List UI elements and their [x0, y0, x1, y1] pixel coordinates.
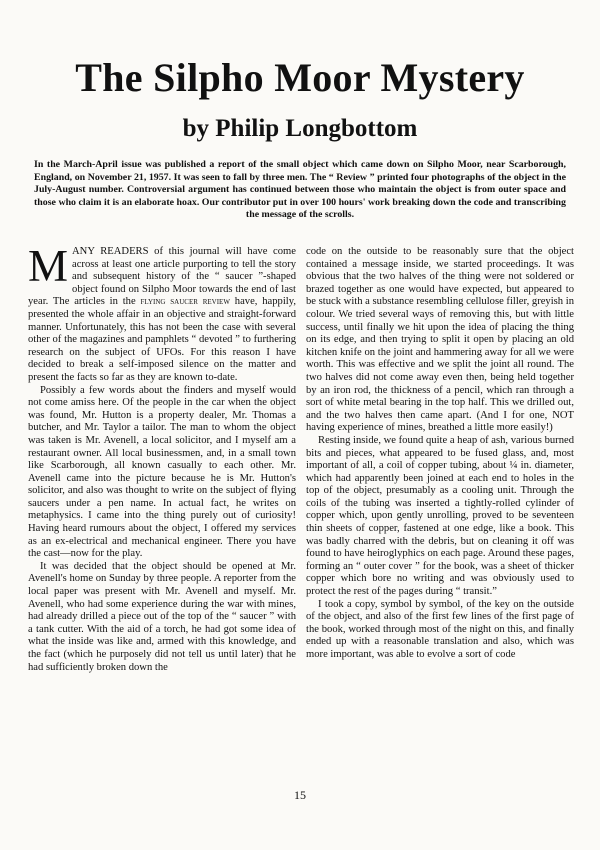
right-column — [306, 246, 574, 780]
article-body — [28, 246, 574, 780]
page-number: 15 — [294, 788, 306, 802]
drop-cap: M — [28, 246, 69, 291]
paragraph: code on the outside to be reasonably sure that the object contained a message inside, we started proceedings. It was obvious that the two halves of the thing were not soldered or brazed together as one would have expected, but appeared to be stuck with a substance resembling cellulose filler, greyish in colour. We tried several ways of removing this, but with little success, until finally we hit upon the idea of placing the thing on its edge, and then trying to split it open by placing an old kitchen knife on the joint and hammering away for all we were worth. This was effective and we split the joint all round. The two halves did not come away even then, being held together by an iron rod, the thickness of a pencil, which ran through a sort of white metal bearing in the top half. This we drilled out, and the two halves then came apart. (And I for one, NOT having experience of mines, breathed a little more easily!) — [306, 246, 574, 434]
article-intro: In the March-April issue was published a report of the small object which came down on Silpho Moor, near Scarborough, England, on November 21, 1957. It was seen to fall by three men. The “ Review ” printed four photographs of the object in the July-August number. Controversial argument has continued between those who maintain the object is from outer space and those who claim it is an elaborate hoax. Our contributor put in over 100 hours' work breaking down the code and transcribing the message of the scrolls. — [34, 159, 566, 221]
paragraph-text: of this journal will have come across at least one article purporting to tell the story and subsequent history of the “ saucer ”-shaped object found on Silpho Moor towards the end of last year. The articles in the — [28, 246, 296, 308]
paragraph: I took a copy, symbol by symbol, of the key on the outside of the object, and also of the first few lines of the first page of the book, worked through most of the night on this, and finally ended up with a reasonable translation and also, which was more important, was able to evolve a sort of code — [306, 598, 574, 660]
paragraph-text: have, happily, presented the whole affair in an objective and straight-forward manner. Unfortunately, this has not been the case with several other of the magazines and pamphlets “ devoted ” to furthering research on the subject of UFOs. For this reason I have decided to break a self-imposed silence on the matter and present the facts so far as they are known to-date. — [28, 296, 296, 383]
paragraph: Possibly a few words about the finders and myself would not come amiss here. Of the people in the car when the object was found, Mr. Hutton is a property dealer, Mr. Thomas a butcher, and Mr. Taylor a tailor. The man to whom the object was taken is Mr. Avenell, a local solicitor, and I myself am a restaurant owner. All local businessmen, and, in a small town like Scarborough, all known casually to each other. Mr. Avenell came into the picture because he is Mr. Hutton's solicitor, and also was thought to write on the subject of flying saucers under a pen name. In actual fact, he writes on metaphysics. I came into the thing purely out of curiosity! Having heard rumours about the object, I offered my services as an ex-electrical and mechanical engineer. There you have the cast—now for the play. — [28, 384, 296, 560]
paragraph — [28, 246, 296, 385]
left-column — [28, 246, 296, 780]
lead-in: ANY READERS — [72, 246, 149, 257]
article-title: The Silpho Moor Mystery — [75, 55, 525, 100]
article-byline: by Philip Longbottom — [182, 115, 418, 142]
paragraph: It was decided that the object should be opened at Mr. Avenell's home on Sunday by three people. A reporter from the local paper was present with Mr. Avenell and myself. Mr. Avenell, who had some experience during the war with mines, had already drilled a piece out of the top of the “ saucer ” with a tank cutter. With the aid of a torch, he had got some idea of what the inside was like and, armed with this knowledge, and the fact (which he purposely did not tell us until later) that he had sufficiently broken down the — [28, 560, 296, 673]
paragraph: Resting inside, we found quite a heap of ash, various burned bits and pieces, what appeared to be fused glass, and, most important of all, a coil of copper tubing, about ¼ in. diameter, which had apparently been joined at each end to holes in the top of the object, presumably as a cooling unit. Through the coils of the tubing was inserted a tightly-rolled cylinder of copper which, upon gently unrolling, proved to be seventeen thin sheets of copper, fastened at one edge, like a book. This was badly charred with the debris, but on cleaning it off was found to have heiroglyphics on each page. Around these pages, forming an “ outer cover ” for the book, was a sheet of thicker copper which bore no writing and was obviously used to protect the rest of the pages during “ transit.” — [306, 434, 574, 598]
magazine-name: flying saucer review — [140, 296, 230, 308]
